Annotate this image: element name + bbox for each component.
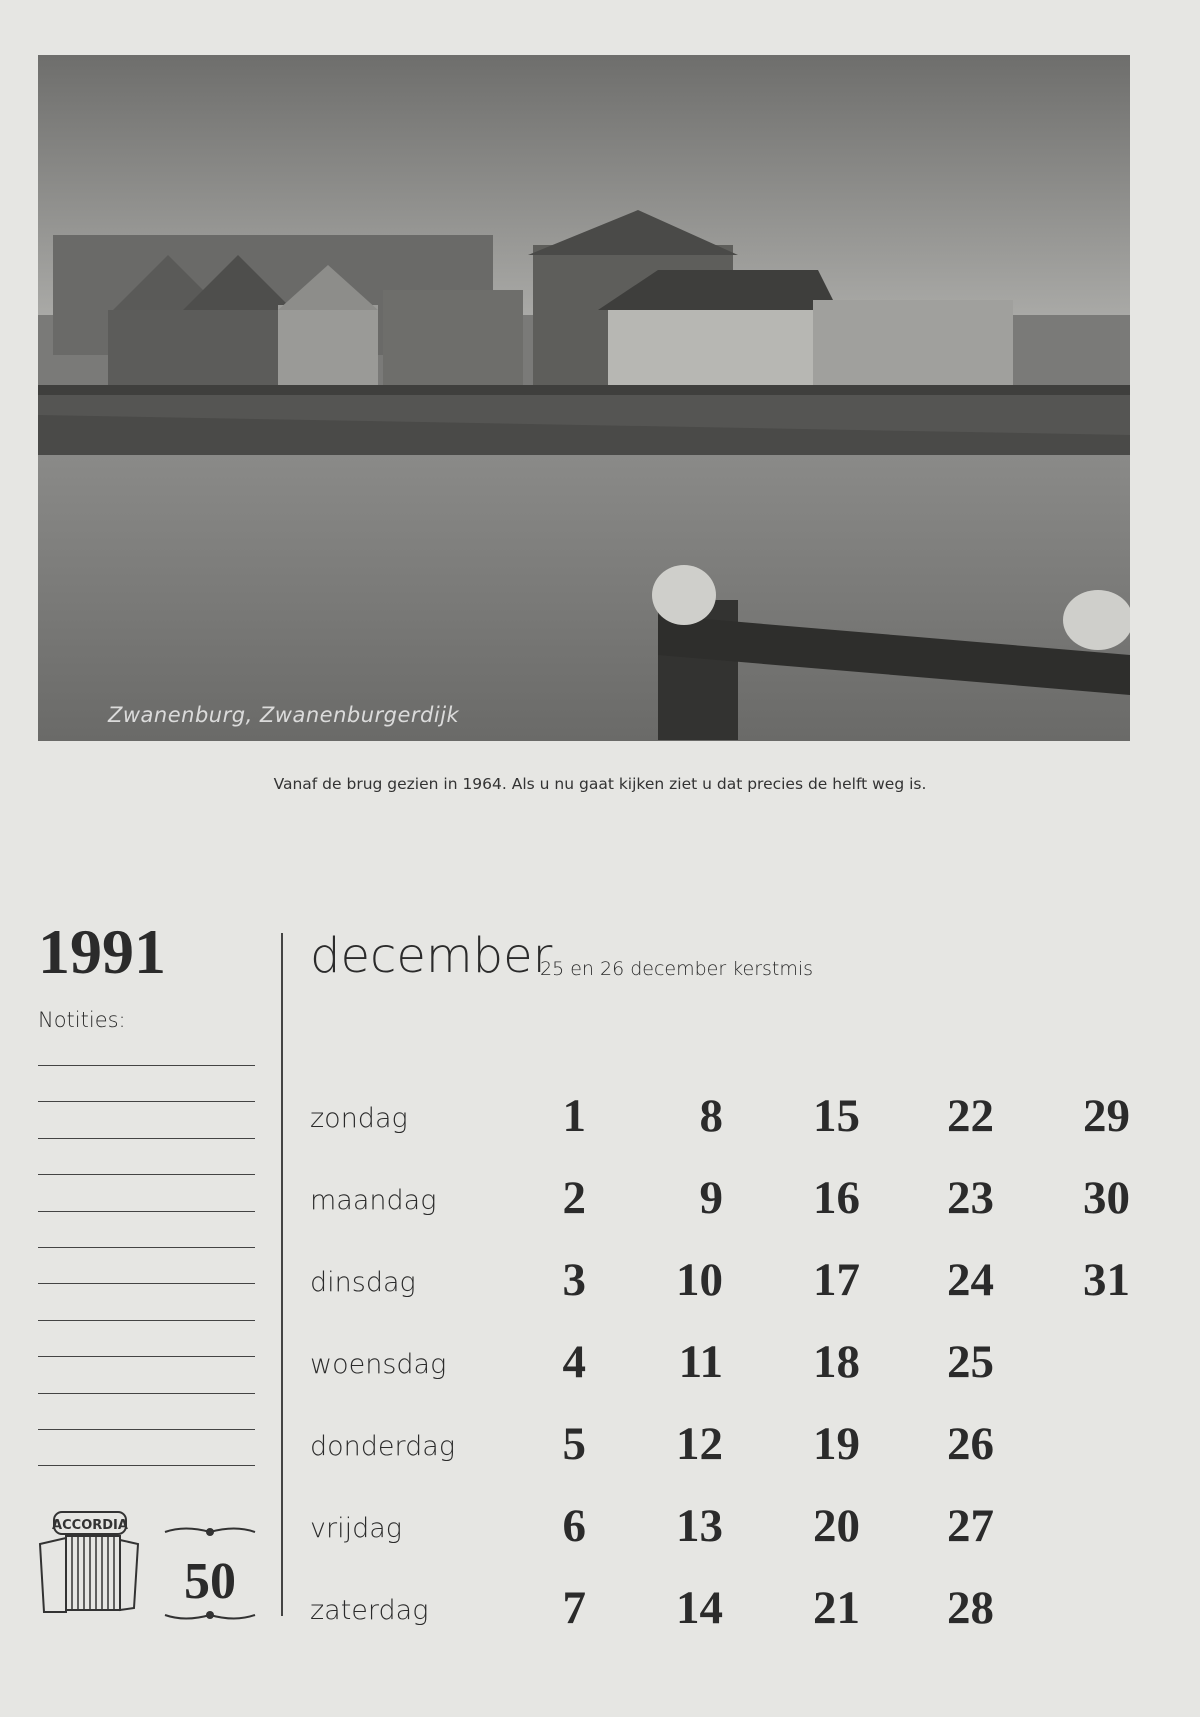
- weekday-label: zaterdag: [310, 1595, 429, 1626]
- historic-photo: [38, 55, 1130, 741]
- photo-caption: Vanaf de brug gezien in 1964. Als u nu gaat kijken ziet u dat precies de helft weg is.: [273, 775, 927, 793]
- calendar-date: 10: [676, 1254, 723, 1306]
- calendar-date: 23: [947, 1172, 994, 1224]
- note-line: [38, 1320, 255, 1321]
- note-line: [38, 1101, 255, 1102]
- calendar-date: 5: [562, 1418, 586, 1470]
- photo-image: [38, 55, 1130, 741]
- calendar-date: 12: [676, 1418, 723, 1470]
- calendar-date: 17: [813, 1254, 860, 1306]
- weekday-label: zondag: [310, 1103, 408, 1134]
- calendar-date: 1: [562, 1090, 586, 1142]
- note-line: [38, 1247, 255, 1248]
- month-heading: december: [310, 928, 553, 984]
- calendar-date: 29: [1083, 1090, 1130, 1142]
- calendar-date: 7: [562, 1582, 586, 1634]
- calendar-date: 27: [947, 1500, 994, 1552]
- calendar-date: 8: [699, 1090, 723, 1142]
- holiday-note: 25 en 26 december kerstmis: [540, 958, 814, 980]
- calendar-date: 3: [562, 1254, 586, 1306]
- weekday-label: dinsdag: [310, 1267, 416, 1298]
- note-line: [38, 1429, 255, 1430]
- calendar-date: 26: [947, 1418, 994, 1470]
- calendar-date: 18: [813, 1336, 860, 1388]
- calendar-date: 6: [562, 1500, 586, 1552]
- column-divider: [281, 933, 283, 1616]
- calendar-date: 2: [562, 1172, 586, 1224]
- calendar-date: 4: [562, 1336, 586, 1388]
- note-line: [38, 1465, 255, 1466]
- accordia-logo: [36, 1508, 142, 1618]
- accordion-icon: [36, 1508, 142, 1618]
- calendar-date: 11: [678, 1336, 723, 1388]
- weekday-label: donderdag: [310, 1431, 456, 1462]
- calendar-date: 14: [676, 1582, 723, 1634]
- note-line: [38, 1356, 255, 1357]
- calendar-date: 9: [699, 1172, 723, 1224]
- calendar-date: 31: [1083, 1254, 1130, 1306]
- note-line: [38, 1138, 255, 1139]
- note-line: [38, 1283, 255, 1284]
- calendar-date: 28: [947, 1582, 994, 1634]
- calendar-date: 13: [676, 1500, 723, 1552]
- anniversary-number: 50: [184, 1553, 236, 1610]
- notes-label: Notities:: [38, 1008, 126, 1032]
- note-line: [38, 1211, 255, 1212]
- weekday-label: maandag: [310, 1185, 437, 1216]
- svg-text:ACCORDIA: ACCORDIA: [52, 1518, 128, 1533]
- calendar-date: 30: [1083, 1172, 1130, 1224]
- calendar-date: 22: [947, 1090, 994, 1142]
- calendar-date: 24: [947, 1254, 994, 1306]
- photo-location-label: Zwanenburg, Zwanenburgerdijk: [108, 703, 460, 727]
- calendar-date: 15: [813, 1090, 860, 1142]
- note-line: [38, 1065, 255, 1066]
- year-heading: 1991: [38, 916, 166, 987]
- calendar-date: 21: [813, 1582, 860, 1634]
- weekday-label: woensdag: [310, 1349, 447, 1380]
- anniversary-badge: [160, 1525, 260, 1615]
- weekday-label: vrijdag: [310, 1513, 402, 1544]
- calendar-date: 25: [947, 1336, 994, 1388]
- calendar-date: 19: [813, 1418, 860, 1470]
- note-line: [38, 1174, 255, 1175]
- note-line: [38, 1393, 255, 1394]
- ornament-top-icon: [160, 1525, 260, 1539]
- calendar-date: 16: [813, 1172, 860, 1224]
- ornament-bottom-icon: [160, 1608, 260, 1622]
- calendar-date: 20: [813, 1500, 860, 1552]
